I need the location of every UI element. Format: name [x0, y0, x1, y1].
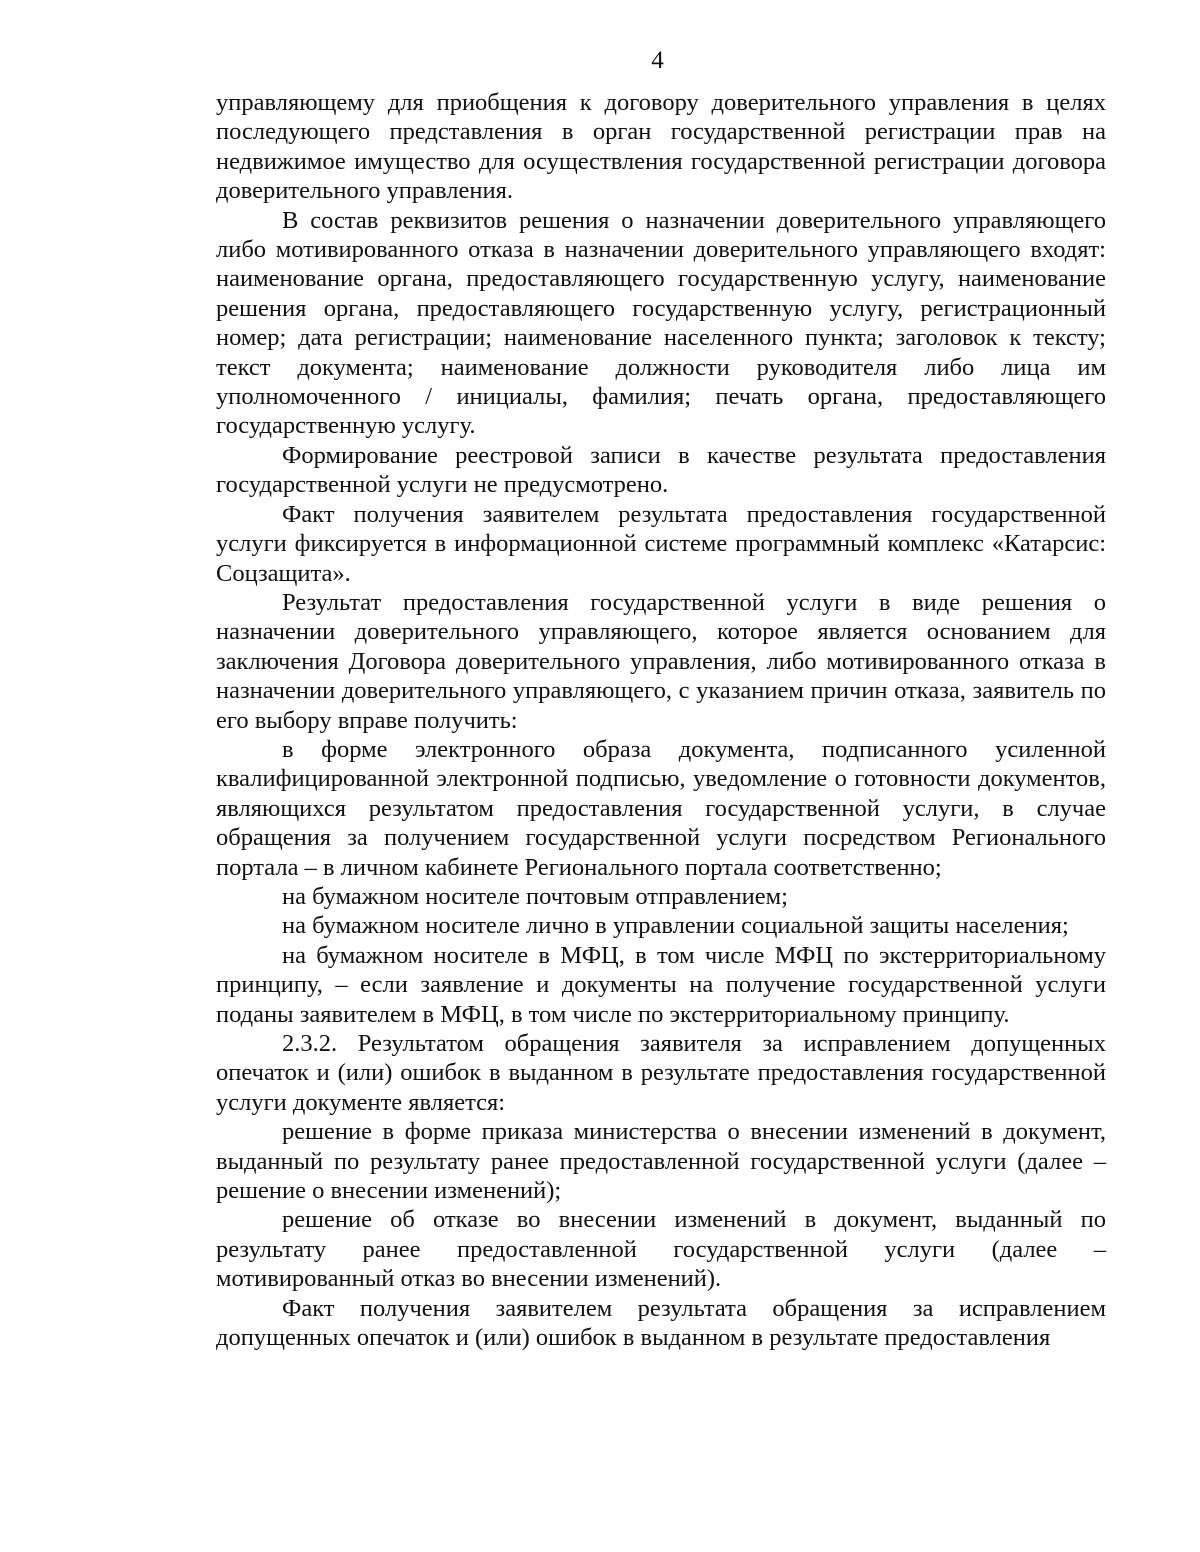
paragraph-section-2-3-2: 2.3.2. Результатом обращения заявителя за исправлением допущенных опечаток и (или) ошибок в выданном в результате предоставления государственной услуги документе является:	[216, 1030, 1106, 1116]
paragraph-result-delivery: Результат предоставления государственной услуги в виде решения о назначении доверительного управляющего, которое является основанием для заключения Договора доверительного управления, либо мотивированного отказа в назначении доверительного управляющего, с указанием причин отказа, заявитель по его выбору вправе получить:	[216, 588, 1106, 734]
page-number: 4	[651, 47, 664, 74]
paragraph-fact-of-receipt: Факт получения заявителем результата обращения за исправлением допущенных опечаток и (или) ошибок в выданном в результате предоставления	[216, 1294, 1106, 1352]
paragraph-in-person: на бумажном носителе лично в управлении социальной защиты населения;	[282, 912, 1069, 940]
paragraph-result-recording: Факт получения заявителем результата предоставления государственной услуги фиксируется в информационной системе программный комплекс «Катарсис: Соцзащита».	[216, 500, 1106, 587]
paragraph-requisites: В состав реквизитов решения о назначении доверительного управляющего либо мотивированного отказа в назначении доверительного управляющего входят: наименование органа, предоставляющего государственную услугу, наименование решения органа, предоставляющего государственную услугу, регистрационный номер; дата регистрации; наименование населенного пункта; заголовок к тексту; текст документа; наименование должности руководителя либо лица им уполномоченного / инициалы, фамилия; печать органа, предоставляющего государственную услугу.	[216, 206, 1106, 440]
paragraph-continuation: управляющему для приобщения к договору доверительного управления в целях последующего представления в орган государственной регистрации прав на недвижимое имущество для осуществления государственной регистрации договора доверительного управления.	[216, 89, 1106, 205]
paragraph-refusal-changes: решение об отказе во внесении изменений в документ, выданный по результату ранее предоставленной государственной услуги (далее – мотивированный отказ во внесении изменений).	[216, 1206, 1106, 1293]
paragraph-decision-changes: решение в форме приказа министерства о внесении изменений в документ, выданный по результату ранее предоставленной государственной услуги (далее – решение о внесении изменений);	[216, 1118, 1106, 1205]
paragraph-mfc: на бумажном носителе в МФЦ, в том числе МФЦ по экстерриториальному принципу, – если заявление и документы на получение государственной услуги поданы заявителем в МФЦ, в том числе по экстерриториальному принципу.	[216, 941, 1106, 1028]
paragraph-registry-record: Формирование реестровой записи в качестве результата предоставления государственной услуги не предусмотрено.	[216, 441, 1106, 499]
paragraph-postal: на бумажном носителе почтовым отправлением;	[282, 882, 788, 910]
paragraph-electronic-form: в форме электронного образа документа, подписанного усиленной квалифицированной электронной подписью, уведомление о готовности документов, являющихся результатом предоставления государственной услуги, в случае обращения за получением государственной услуги посредством Регионального портала – в личном кабинете Регионального портала соответственно;	[216, 735, 1106, 881]
document-body	[216, 88, 1106, 1352]
